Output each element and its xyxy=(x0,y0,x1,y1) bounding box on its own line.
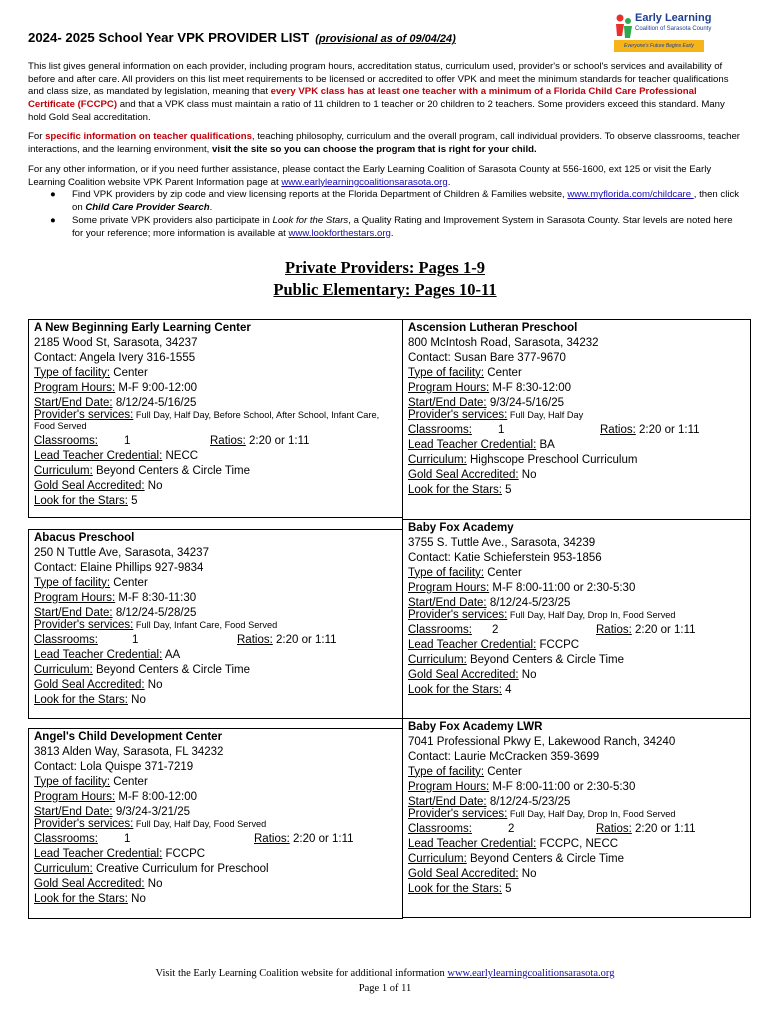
footer-text: Visit the Early Learning Coalition website for additional information xyxy=(155,968,448,979)
provider-address: 250 N Tuttle Ave, Sarasota, 34237 xyxy=(34,546,209,559)
gold-seal-accredited-label: Gold Seal Accredited: xyxy=(408,669,519,682)
provider-contact: Contact: Lola Quispe 371-7219 xyxy=(34,760,194,773)
provisional-date: (provisional as of 09/04/24) xyxy=(315,33,456,45)
ratios-label: Ratios: xyxy=(237,634,273,647)
list-item xyxy=(48,215,740,240)
look-for-the-stars-row xyxy=(34,693,402,708)
lookforthestars-link[interactable]: www.lookforthestars.org xyxy=(288,227,391,239)
provider-contact: Contact: Elaine Phillips 927-9834 xyxy=(34,561,204,574)
provider-name: Baby Fox Academy LWR xyxy=(408,721,543,733)
bullet-text: Find VPK providers by zip code and view licensing reports at the Florida Department of Children & Families website, xyxy=(72,189,568,201)
lead-teacher-credential-label: Lead Teacher Credential: xyxy=(34,649,163,662)
curriculum-row xyxy=(408,852,750,867)
lead-teacher-credential-row xyxy=(34,449,402,464)
title-text: 2024- 2025 School Year VPK PROVIDER LIST xyxy=(28,30,310,45)
lead-teacher-credential-row xyxy=(408,837,750,852)
look-for-the-stars-label: Look for the Stars: xyxy=(34,495,128,508)
look-for-the-stars-label: Look for the Stars: xyxy=(408,883,502,896)
provider-contact: Contact: Laurie McCracken 359-3699 xyxy=(408,750,600,763)
facility-type-row xyxy=(34,366,402,381)
program-hours-label: Program Hours: xyxy=(34,381,116,394)
services-label: Provider's services: xyxy=(34,818,134,831)
ratios-group xyxy=(596,822,696,837)
curriculum-value: Beyond Centers & Circle Time xyxy=(92,465,251,478)
provider-card xyxy=(28,319,403,518)
ratios-group xyxy=(237,633,337,648)
services-value: Full Day, Infant Care, Food Served xyxy=(133,620,278,631)
program-hours-value: M-F 8:30-11:30 xyxy=(115,591,197,604)
classrooms-label: Classrooms: xyxy=(34,634,98,647)
provider-name: Ascension Lutheran Preschool xyxy=(408,322,578,334)
elc-website-link[interactable]: www.earlylearningcoalitionsarasota.org xyxy=(281,176,448,188)
provider-address: 2185 Wood St, Sarasota, 34237 xyxy=(34,336,198,349)
look-for-the-stars-row xyxy=(34,892,402,907)
curriculum-row xyxy=(34,464,402,479)
look-for-the-stars-value: 5 xyxy=(501,484,512,497)
services-label: Provider's services: xyxy=(408,808,508,821)
start-end-date-label: Start/End Date: xyxy=(34,396,113,409)
page-title xyxy=(28,30,456,45)
services-value: Full Day, Half Day, Drop In, Food Served xyxy=(507,809,676,820)
services-value: Full Day, Half Day, Drop In, Food Served xyxy=(507,610,676,621)
classrooms-row xyxy=(34,633,402,648)
provider-address: 7041 Professional Pkwy E, Lakewood Ranch, 34240 xyxy=(408,735,676,748)
classrooms-label: Classrooms: xyxy=(34,435,98,448)
services-label: Provider's services: xyxy=(34,619,134,632)
curriculum-label: Curriculum: xyxy=(408,454,467,467)
provider-card xyxy=(28,529,403,719)
lead-teacher-credential-label: Lead Teacher Credential: xyxy=(408,838,537,851)
provider-search-label: Child Care Provider Search xyxy=(85,202,210,214)
facility-type-row xyxy=(408,765,750,780)
curriculum-label: Curriculum: xyxy=(408,853,467,866)
classrooms-label: Classrooms: xyxy=(34,833,98,846)
start-end-date-row xyxy=(34,606,402,621)
curriculum-label: Curriculum: xyxy=(34,465,93,478)
gold-seal-accredited-label: Gold Seal Accredited: xyxy=(34,878,145,891)
start-end-date-value: 8/12/24-5/23/25 xyxy=(486,795,571,808)
program-hours-value: M-F 9:00-12:00 xyxy=(115,381,197,394)
intro-text: . xyxy=(447,176,451,188)
intro-paragraph-2 xyxy=(28,131,740,156)
list-item xyxy=(48,189,740,214)
facility-type-value: Center xyxy=(484,566,522,579)
facility-type-label: Type of facility: xyxy=(408,366,485,379)
facility-type-row xyxy=(34,775,402,790)
teacher-qualifications-note: specific information on teacher qualifications xyxy=(45,131,252,142)
look-for-the-stars-label: Look for the Stars: xyxy=(408,484,502,497)
curriculum-value: Beyond Centers & Circle Time xyxy=(466,654,625,667)
classrooms-row xyxy=(408,623,750,638)
bullet-text: . xyxy=(209,202,213,214)
ratios-label: Ratios: xyxy=(596,823,632,836)
facility-type-row xyxy=(408,366,750,381)
services-row xyxy=(408,809,750,820)
program-hours-label: Program Hours: xyxy=(408,581,490,594)
program-hours-value: M-F 8:00-11:00 or 2:30-5:30 xyxy=(489,581,636,594)
look-for-the-stars-row xyxy=(408,483,750,498)
facility-type-label: Type of facility: xyxy=(34,366,111,379)
services-label: Provider's services: xyxy=(408,409,508,422)
start-end-date-label: Start/End Date: xyxy=(408,596,487,609)
start-end-date-label: Start/End Date: xyxy=(34,606,113,619)
gold-seal-accredited-value: No xyxy=(144,878,163,891)
footer-line xyxy=(0,966,770,981)
intro-text: For xyxy=(28,131,46,142)
classrooms-label: Classrooms: xyxy=(408,624,472,637)
bullet-text: , then click on xyxy=(72,189,740,214)
lead-teacher-credential-value: FCCPC xyxy=(162,848,206,861)
classrooms-row xyxy=(408,423,750,438)
visit-site-note: visit the site so you can choose the program that is right for your child. xyxy=(212,143,537,155)
start-end-date-row xyxy=(408,596,750,611)
look-for-stars-name: Look for the Stars xyxy=(272,214,349,226)
program-hours-row xyxy=(34,591,402,606)
gold-seal-accredited-value: No xyxy=(518,669,537,682)
lead-teacher-credential-label: Lead Teacher Credential: xyxy=(34,450,163,463)
curriculum-label: Curriculum: xyxy=(34,664,93,677)
facility-type-label: Type of facility: xyxy=(408,566,485,579)
services-label: Provider's services: xyxy=(34,409,134,422)
curriculum-value: Beyond Centers & Circle Time xyxy=(92,664,251,677)
start-end-date-label: Start/End Date: xyxy=(408,795,487,808)
curriculum-label: Curriculum: xyxy=(408,654,467,667)
provider-card xyxy=(402,319,751,520)
bullet-icon: ● xyxy=(50,214,56,226)
gold-seal-accredited-value: No xyxy=(144,679,163,692)
gold-seal-accredited-row xyxy=(34,479,402,494)
look-for-the-stars-row xyxy=(408,882,750,897)
facility-type-value: Center xyxy=(110,366,148,379)
program-hours-row xyxy=(408,381,750,396)
program-hours-value: M-F 8:00-11:00 or 2:30-5:30 xyxy=(489,780,636,793)
intro-text: and that a VPK class must maintain a ratio of 11 children to 1 teacher or 20 children to 2 teachers. Some providers exceed this standard. Many hold Gold Seal accreditation. xyxy=(28,99,725,123)
services-label: Provider's services: xyxy=(408,609,508,622)
look-for-the-stars-value: No xyxy=(127,694,146,707)
lead-teacher-credential-label: Lead Teacher Credential: xyxy=(34,848,163,861)
gold-seal-accredited-row xyxy=(408,867,750,882)
provider-card xyxy=(402,519,751,719)
start-end-date-value: 9/3/24-3/21/25 xyxy=(112,805,190,818)
start-end-date-row xyxy=(408,396,750,411)
services-value: Full Day, Half Day, Before School, After School, Infant Care, Food Served xyxy=(34,410,380,432)
provider-name: Abacus Preschool xyxy=(34,532,135,544)
program-hours-label: Program Hours: xyxy=(408,381,490,394)
classrooms-value: 2 xyxy=(492,624,499,637)
gold-seal-accredited-value: No xyxy=(518,469,537,482)
ratios-value: 2:20 or 1:11 xyxy=(245,435,310,448)
lead-teacher-credential-row xyxy=(408,638,750,653)
intro-text: This list gives general information on each provider, including program hours, accreditation status, curriculum used, provider's or school's services and availability of before and after care. All providers on this list meet requirements to be licensed or accredited to offer VPK and meet the minimum standards for teacher qualifications and class size, as mandated by legislation, meaning that xyxy=(28,61,729,98)
program-hours-value: M-F 8:30-12:00 xyxy=(489,381,571,394)
logo-tagline-bar xyxy=(614,40,704,52)
lead-teacher-credential-value: FCCPC xyxy=(536,639,580,652)
lead-teacher-credential-row xyxy=(34,847,402,862)
classrooms-value: 2 xyxy=(508,823,515,836)
start-end-date-value: 9/3/24-5/16/25 xyxy=(486,396,564,409)
ratios-group xyxy=(210,434,310,449)
ratios-value: 2:20 or 1:11 xyxy=(289,833,354,846)
ratios-label: Ratios: xyxy=(210,435,246,448)
program-hours-label: Program Hours: xyxy=(34,591,116,604)
provider-address: 3755 S. Tuttle Ave., Sarasota, 34239 xyxy=(408,536,596,549)
ratios-value: 2:20 or 1:11 xyxy=(272,634,337,647)
services-row xyxy=(34,410,402,432)
curriculum-row xyxy=(408,653,750,668)
program-hours-label: Program Hours: xyxy=(34,790,116,803)
look-for-the-stars-label: Look for the Stars: xyxy=(408,684,502,697)
intro-text: , teaching philosophy, curriculum and the overall program, call individual providers. To observe classrooms, teacher interactions, and the learning environment, xyxy=(28,131,741,155)
gold-seal-accredited-row xyxy=(34,877,402,892)
start-end-date-value: 8/12/24-5/16/25 xyxy=(112,396,197,409)
facility-type-value: Center xyxy=(484,765,522,778)
curriculum-value: Beyond Centers & Circle Time xyxy=(466,853,625,866)
gold-seal-accredited-row xyxy=(408,468,750,483)
bullet-text: Some private VPK providers also participate in xyxy=(72,214,273,226)
provider-address: 800 McIntosh Road, Sarasota, 34232 xyxy=(408,336,599,349)
ratios-group xyxy=(596,623,696,638)
provider-card xyxy=(402,718,751,918)
provider-address: 3813 Alden Way, Sarasota, FL 34232 xyxy=(34,745,224,758)
curriculum-row xyxy=(34,862,402,877)
start-end-date-row xyxy=(34,805,402,820)
logo-name: Early Learning xyxy=(635,12,712,24)
start-end-date-value: 8/12/24-5/23/25 xyxy=(486,596,571,609)
provider-name: Angel's Child Development Center xyxy=(34,731,223,743)
classrooms-label: Classrooms: xyxy=(408,424,472,437)
services-row xyxy=(408,410,750,421)
look-for-the-stars-value: 5 xyxy=(501,883,512,896)
ratios-group xyxy=(600,423,700,438)
curriculum-row xyxy=(34,663,402,678)
lead-teacher-credential-value: BA xyxy=(536,439,555,452)
facility-type-value: Center xyxy=(110,775,148,788)
ratios-value: 2:20 or 1:11 xyxy=(631,624,696,637)
lead-teacher-credential-row xyxy=(408,438,750,453)
classrooms-value: 1 xyxy=(124,435,131,448)
start-end-date-value: 8/12/24-5/28/25 xyxy=(112,606,197,619)
lead-teacher-credential-value: AA xyxy=(162,649,181,662)
gold-seal-accredited-label: Gold Seal Accredited: xyxy=(408,868,519,881)
lead-teacher-credential-label: Lead Teacher Credential: xyxy=(408,639,537,652)
gold-seal-accredited-label: Gold Seal Accredited: xyxy=(408,469,519,482)
ratios-value: 2:20 or 1:11 xyxy=(635,424,700,437)
facility-type-row xyxy=(34,576,402,591)
start-end-date-row xyxy=(408,795,750,810)
program-hours-label: Program Hours: xyxy=(408,780,490,793)
provider-name: Baby Fox Academy xyxy=(408,522,514,534)
classrooms-row xyxy=(408,822,750,837)
page-footer xyxy=(0,966,770,996)
program-hours-row xyxy=(408,581,750,596)
classrooms-row xyxy=(34,832,402,847)
myflorida-link[interactable]: www.myflorida.com/childcare xyxy=(567,189,694,201)
gold-seal-accredited-label: Gold Seal Accredited: xyxy=(34,679,145,692)
classrooms-value: 1 xyxy=(124,833,131,846)
services-row xyxy=(34,620,402,631)
info-bullets xyxy=(48,189,740,240)
facility-type-label: Type of facility: xyxy=(34,775,111,788)
look-for-the-stars-row xyxy=(34,494,402,509)
lead-teacher-credential-value: FCCPC, NECC xyxy=(536,838,619,851)
look-for-the-stars-value: 5 xyxy=(127,495,138,508)
logo-tagline: Everyone's Future Begins Early xyxy=(624,43,694,49)
footer-website-link[interactable]: www.earlylearningcoalitionsarasota.org xyxy=(447,968,615,979)
look-for-the-stars-row xyxy=(408,683,750,698)
gold-seal-accredited-value: No xyxy=(144,480,163,493)
facility-type-value: Center xyxy=(484,366,522,379)
ratios-label: Ratios: xyxy=(254,833,290,846)
classrooms-row xyxy=(34,434,402,449)
logo-subtitle: Coalition of Sarasota County xyxy=(635,26,712,32)
page-number: Page 1 of 11 xyxy=(358,983,412,994)
look-for-the-stars-value: 4 xyxy=(501,684,512,697)
start-end-date-label: Start/End Date: xyxy=(408,396,487,409)
provider-card xyxy=(28,728,403,919)
ratios-group xyxy=(254,832,354,847)
curriculum-label: Curriculum: xyxy=(34,863,93,876)
classrooms-value: 1 xyxy=(498,424,505,437)
bullet-icon: ● xyxy=(50,189,56,201)
curriculum-value: Creative Curriculum for Preschool xyxy=(92,863,269,876)
start-end-date-row xyxy=(34,396,402,411)
program-hours-row xyxy=(408,780,750,795)
fccpc-requirement: every VPK class has at least one teacher with a minimum of a Florida Child Care Professional Certificate (FCCPC) xyxy=(28,86,697,111)
start-end-date-label: Start/End Date: xyxy=(34,805,113,818)
ratios-label: Ratios: xyxy=(600,424,636,437)
facility-type-label: Type of facility: xyxy=(34,576,111,589)
lead-teacher-credential-value: NECC xyxy=(162,450,199,463)
provider-contact: Contact: Katie Schieferstein 953-1856 xyxy=(408,551,602,564)
provider-contact: Contact: Angela Ivery 316-1555 xyxy=(34,351,196,364)
services-value: Full Day, Half Day, Food Served xyxy=(133,819,267,830)
intro-paragraph-3 xyxy=(28,164,740,240)
look-for-the-stars-value: No xyxy=(127,893,146,906)
program-hours-value: M-F 8:00-12:00 xyxy=(115,790,197,803)
facility-type-label: Type of facility: xyxy=(408,765,485,778)
look-for-the-stars-label: Look for the Stars: xyxy=(34,694,128,707)
provider-name: A New Beginning Early Learning Center xyxy=(34,322,251,334)
classrooms-value: 1 xyxy=(132,634,139,647)
facility-type-row xyxy=(408,566,750,581)
curriculum-row xyxy=(408,453,750,468)
provider-grid xyxy=(28,319,750,919)
private-providers-heading: Private Providers: Pages 1-9 xyxy=(285,258,485,277)
classrooms-label: Classrooms: xyxy=(408,823,472,836)
gold-seal-accredited-value: No xyxy=(518,868,537,881)
facility-type-value: Center xyxy=(110,576,148,589)
program-hours-row xyxy=(34,790,402,805)
lead-teacher-credential-label: Lead Teacher Credential: xyxy=(408,439,537,452)
program-hours-row xyxy=(34,381,402,396)
public-elementary-heading: Public Elementary: Pages 10-11 xyxy=(273,280,497,299)
bullet-text: , a Quality Rating and Improvement System in Sarasota County. Star levels are noted here for your reference; more information is available at xyxy=(72,214,733,239)
intro-text: For any other information, or if you need further assistance, please contact the Early Learning Coalition of Sarasota County at 556-1600, ext 125 or visit the Early Learning Coalition website VPK Parent Information page at xyxy=(28,164,712,188)
intro-paragraph-1 xyxy=(28,61,740,125)
gold-seal-accredited-row xyxy=(34,678,402,693)
gold-seal-accredited-row xyxy=(408,668,750,683)
look-for-the-stars-label: Look for the Stars: xyxy=(34,893,128,906)
early-learning-logo xyxy=(614,10,712,52)
services-value: Full Day, Half Day xyxy=(507,410,584,421)
provider-contact: Contact: Susan Bare 377-9670 xyxy=(408,351,566,364)
bullet-text: . xyxy=(390,227,394,239)
ratios-value: 2:20 or 1:11 xyxy=(631,823,696,836)
lead-teacher-credential-row xyxy=(34,648,402,663)
services-row xyxy=(408,610,750,621)
ratios-label: Ratios: xyxy=(596,624,632,637)
services-row xyxy=(34,819,402,830)
gold-seal-accredited-label: Gold Seal Accredited: xyxy=(34,480,145,493)
curriculum-value: Highscope Preschool Curriculum xyxy=(466,454,638,467)
